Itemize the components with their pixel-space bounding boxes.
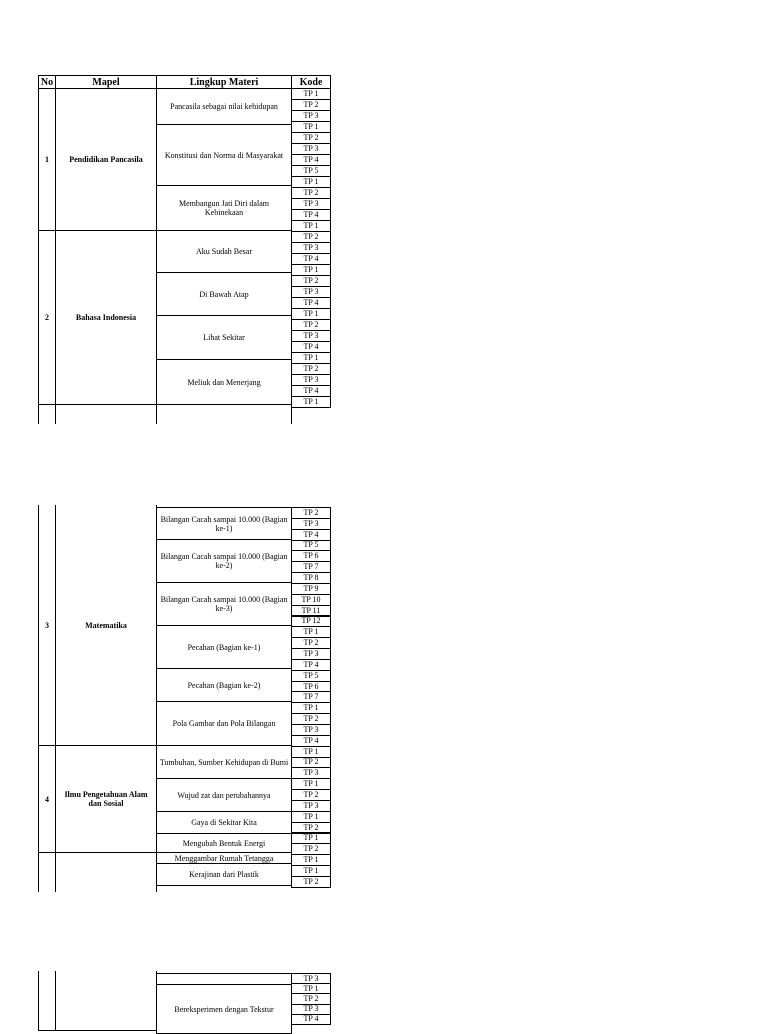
kode-cell: TP 5 — [291, 540, 331, 552]
subject-no: 3 — [38, 505, 56, 746]
kode-cell: TP 2 — [291, 876, 331, 888]
kode-cell: TP 2 — [291, 187, 331, 199]
kode-cell: TP 4 — [291, 341, 331, 353]
materi-cell: Pecahan (Bagian ke-2) — [156, 668, 292, 702]
materi-cell: Bilangan Cacah sampai 10.000 (Bagian ke-2) — [156, 539, 292, 583]
kode-cell: TP 11 — [291, 605, 331, 617]
materi-cell-partial — [156, 404, 292, 424]
kode-cell: TP 3 — [291, 648, 331, 660]
subject-no-partial — [38, 852, 56, 892]
header-lingkup-materi: Lingkup Materi — [156, 75, 292, 89]
kode-cell: TP 3 — [291, 518, 331, 530]
kode-cell: TP 1 — [291, 746, 331, 758]
kode-cell: TP 2 — [291, 843, 331, 855]
kode-cell: TP 2 — [291, 713, 331, 725]
kode-cell: TP 3 — [291, 374, 331, 386]
kode-cell: TP 4 — [291, 154, 331, 166]
subject-name-partial — [55, 404, 157, 424]
kode-cell: TP 2 — [291, 132, 331, 144]
materi-cell: Gaya di Sekitar Kita — [156, 811, 292, 834]
materi-cell: Wujud zat dan perubahannya — [156, 778, 292, 812]
kode-cell: TP 4 — [291, 209, 331, 221]
kode-cell: TP 1 — [291, 88, 331, 100]
table-page-2 — [38, 507, 331, 885]
subject-no-partial — [38, 971, 56, 1031]
materi-cell: Bereksperimen dengan Tekstur — [156, 984, 292, 1034]
kode-cell: TP 1 — [291, 811, 331, 823]
subject-name-partial — [55, 852, 157, 892]
kode-cell: TP 3 — [291, 800, 331, 812]
header-mapel: Mapel — [55, 75, 157, 89]
kode-cell: TP 6 — [291, 550, 331, 562]
subject-no-partial — [38, 404, 56, 424]
materi-cell: Bilangan Cacah sampai 10.000 (Bagian ke-1) — [156, 507, 292, 540]
materi-cell: Menggambar Rumah Tetangga — [156, 852, 292, 864]
kode-cell: TP 4 — [291, 1014, 331, 1025]
kode-cell: TP 8 — [291, 572, 331, 584]
kode-cell: TP 5 — [291, 165, 331, 177]
kode-cell: TP 1 — [291, 352, 331, 364]
subject-no: 2 — [38, 230, 56, 405]
kode-cell: TP 1 — [291, 396, 331, 408]
kode-cell: TP 1 — [291, 626, 331, 638]
kode-cell: TP 3 — [291, 330, 331, 342]
materi-cell: Konstitusi dan Norma di Masyarakat — [156, 124, 292, 186]
kode-cell: TP 7 — [291, 691, 331, 703]
materi-cell: Pecahan (Bagian ke-1) — [156, 625, 292, 669]
kode-cell: TP 2 — [291, 637, 331, 649]
kode-cell: TP 1 — [291, 865, 331, 877]
kode-cell: TP 4 — [291, 659, 331, 671]
kode-cell: TP 2 — [291, 789, 331, 801]
kode-cell: TP 2 — [291, 99, 331, 111]
kode-cell: TP 1 — [291, 121, 331, 133]
table-page-3 — [38, 973, 331, 1024]
subject-name: Matematika — [55, 505, 157, 746]
kode-cell: TP 6 — [291, 681, 331, 693]
kode-cell: TP 4 — [291, 529, 331, 541]
kode-cell: TP 3 — [291, 1004, 331, 1015]
kode-cell: TP 10 — [291, 594, 331, 606]
kode-cell: TP 4 — [291, 253, 331, 265]
kode-cell: TP 1 — [291, 983, 331, 994]
kode-cell: TP 1 — [291, 702, 331, 714]
materi-cell: Pola Gambar dan Pola Bilangan — [156, 701, 292, 746]
materi-cell: Bilangan Cacah sampai 10.000 (Bagian ke-3) — [156, 582, 292, 626]
kode-cell: TP 2 — [291, 231, 331, 243]
kode-cell: TP 1 — [291, 833, 331, 845]
kode-cell: TP 2 — [291, 757, 331, 769]
kode-cell: TP 1 — [291, 176, 331, 188]
header-no: No — [38, 75, 56, 89]
materi-cell: Mengubah Bentuk Energi — [156, 833, 292, 853]
kode-cell: TP 2 — [291, 319, 331, 331]
materi-cell: Kerajinan dari Plastik — [156, 863, 292, 886]
subject-name: Ilmu Pengetahuan Alam dan Sosial — [55, 745, 157, 853]
materi-cell: Pancasila sebagai nilai kehidupan — [156, 88, 292, 125]
kode-cell: TP 5 — [291, 670, 331, 682]
kode-cell: TP 4 — [291, 735, 331, 747]
kode-cell: TP 3 — [291, 110, 331, 122]
materi-cell: Membangun Jati Diri dalam Kebinekaan — [156, 185, 292, 231]
kode-cell: TP 1 — [291, 264, 331, 276]
kode-cell: TP 1 — [291, 778, 331, 790]
kode-cell: TP 3 — [291, 767, 331, 779]
kode-cell: TP 2 — [291, 363, 331, 375]
table-page-1 — [38, 75, 331, 415]
kode-cell: TP 3 — [291, 198, 331, 210]
kode-cell: TP 4 — [291, 297, 331, 309]
kode-cell: TP 3 — [291, 143, 331, 155]
kode-cell: TP 2 — [291, 507, 331, 519]
materi-cell: Di Bawah Atap — [156, 272, 292, 316]
kode-cell: TP 3 — [291, 973, 331, 984]
kode-cell: TP 1 — [291, 220, 331, 232]
kode-cell: TP 1 — [291, 308, 331, 320]
materi-cell: Lihat Sekitar — [156, 315, 292, 360]
kode-cell: TP 7 — [291, 561, 331, 573]
subject-name: Pendidikan Pancasila — [55, 88, 157, 231]
subject-name-partial — [55, 971, 157, 1031]
kode-cell: TP 3 — [291, 286, 331, 298]
kode-cell: TP 4 — [291, 385, 331, 397]
subject-name: Bahasa Indonesia — [55, 230, 157, 405]
kode-cell: TP 3 — [291, 724, 331, 736]
kode-cell: TP 12 — [291, 616, 331, 628]
kode-cell: TP 9 — [291, 583, 331, 595]
materi-cell: Meliuk dan Menerjang — [156, 359, 292, 405]
kode-cell: TP 2 — [291, 822, 331, 834]
kode-cell: TP 2 — [291, 275, 331, 287]
kode-cell: TP 3 — [291, 242, 331, 254]
kode-cell: TP 2 — [291, 993, 331, 1004]
materi-cell: Aku Sudah Besar — [156, 230, 292, 273]
kode-cell: TP 1 — [291, 854, 331, 866]
subject-no: 4 — [38, 745, 56, 853]
materi-cell: Tumbuhan, Sumber Kehidupan di Bumi — [156, 745, 292, 779]
subject-no: 1 — [38, 88, 56, 231]
header-kode: Kode — [291, 75, 331, 89]
